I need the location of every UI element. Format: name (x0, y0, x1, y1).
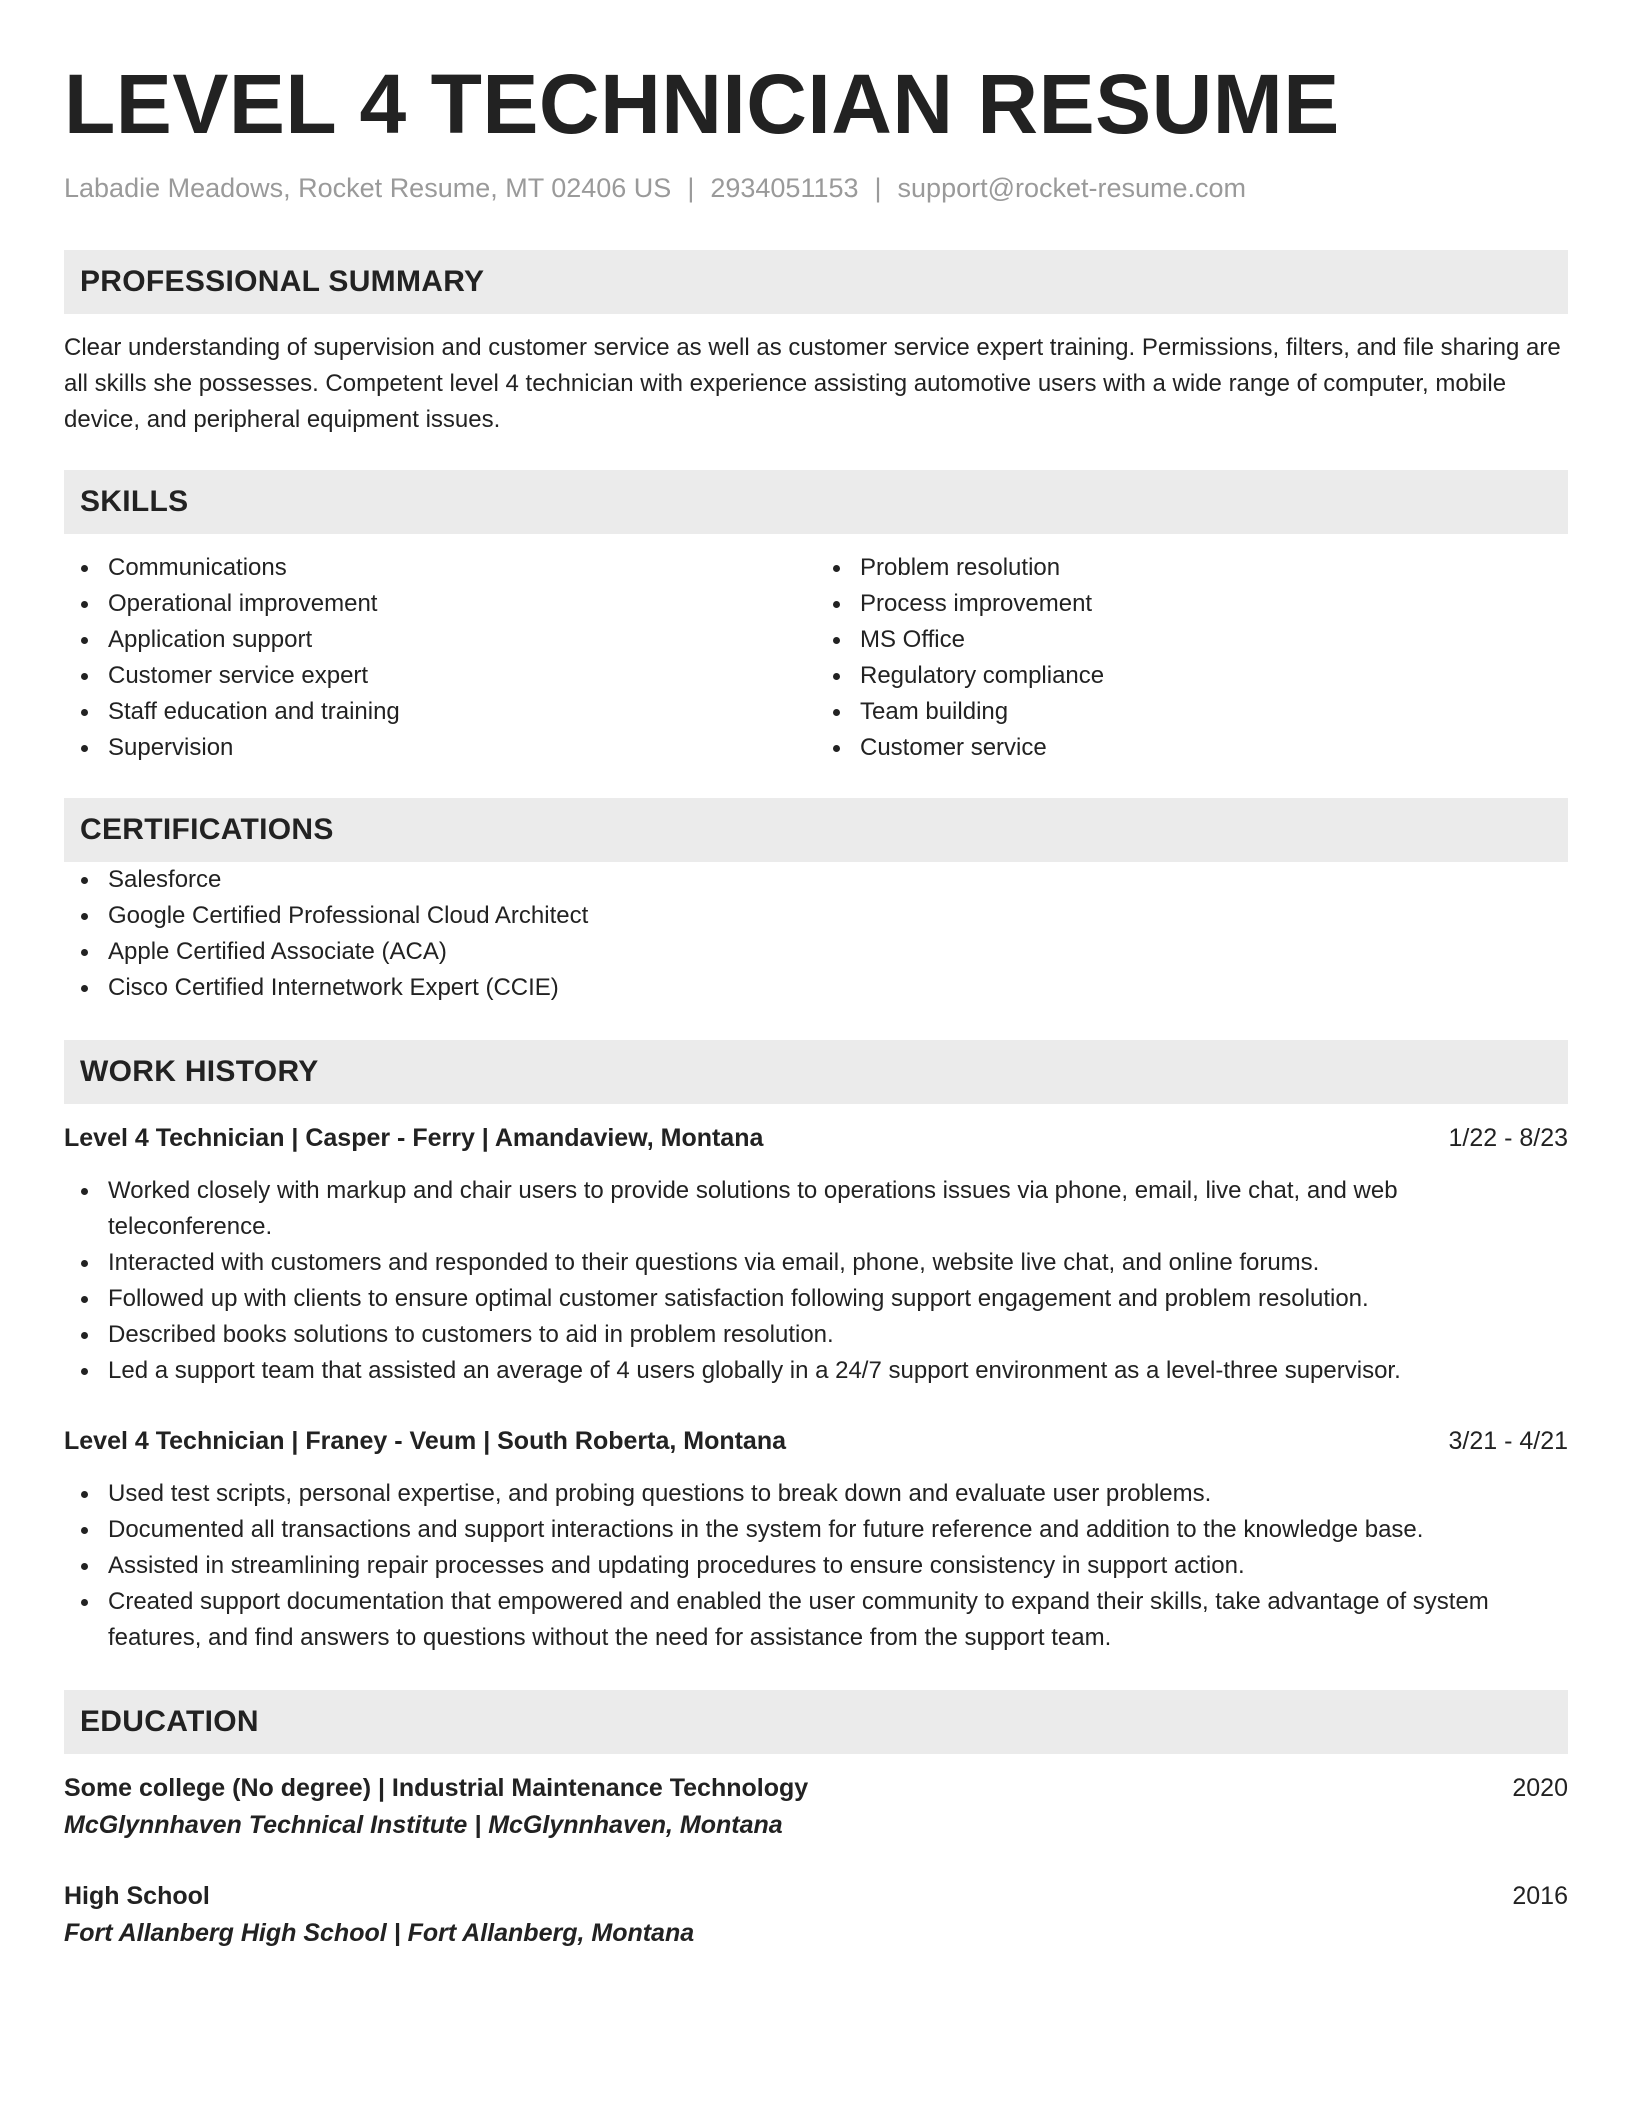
summary-section (64, 250, 1568, 438)
skill-item: Customer service expert (64, 658, 816, 694)
job-bullet: Documented all transactions and support interactions in the system for future reference and addition to the knowledge base. (64, 1512, 1568, 1548)
job-title: Level 4 Technician | Casper - Ferry | Amandaview, Montana (64, 1124, 764, 1152)
certifications-section (64, 798, 1568, 1006)
resume-title: LEVEL 4 TECHNICIAN RESUME (64, 57, 1340, 151)
certification-item: Cisco Certified Internetwork Expert (CCIE) (64, 970, 1568, 1006)
education-entry (64, 1878, 1568, 1952)
section-heading-education: EDUCATION (64, 1690, 1568, 1754)
education-school: McGlynnhaven Technical Institute | McGlynnhaven, Montana (64, 1811, 783, 1839)
certification-item: Salesforce (64, 862, 1568, 898)
skill-item: Regulatory compliance (816, 658, 1568, 694)
skills-section (64, 470, 1568, 766)
job-header (64, 1120, 1568, 1156)
job-bullet: Followed up with clients to ensure optimal customer satisfaction following support engagement and problem resolution. (64, 1281, 1568, 1317)
skill-item: Staff education and training (64, 694, 816, 730)
job-bullet: Described books solutions to customers to aid in problem resolution. (64, 1317, 1568, 1353)
education-year: 2016 (1512, 1882, 1568, 1910)
job-bullet: Interacted with customers and responded to their questions via email, phone, website live chat, and online forums. (64, 1245, 1568, 1281)
certification-item: Apple Certified Associate (ACA) (64, 934, 1568, 970)
job-dates: 3/21 - 4/21 (1448, 1427, 1568, 1455)
contact-email: support@rocket-resume.com (897, 173, 1247, 203)
job-bullets (64, 1476, 1568, 1656)
skill-item: Application support (64, 622, 816, 658)
job-entry (64, 1120, 1568, 1389)
job-bullets (64, 1173, 1568, 1389)
job-title: Level 4 Technician | Franey - Veum | South Roberta, Montana (64, 1427, 787, 1455)
skill-item: Supervision (64, 730, 816, 766)
section-heading-summary: PROFESSIONAL SUMMARY (64, 250, 1568, 314)
skills-grid (64, 550, 1568, 766)
skill-item: Team building (816, 694, 1568, 730)
job-header (64, 1423, 1568, 1459)
job-bullet: Worked closely with markup and chair users to provide solutions to operations issues via phone, email, live chat, and web teleconference. (64, 1173, 1568, 1245)
skill-item: Operational improvement (64, 586, 816, 622)
skill-item: Customer service (816, 730, 1568, 766)
contact-address: Labadie Meadows, Rocket Resume, MT 02406 US (64, 173, 672, 203)
education-year: 2020 (1512, 1774, 1568, 1802)
skills-list-right (816, 550, 1568, 766)
summary-text: Clear understanding of supervision and customer service as well as customer service expert training. Permissions, filters, and file sharing are all skills she possesses. Competent level 4 technician with experience assisting automotive users with a wide range of computer, mobile device, and peripheral equipment issues. (64, 334, 1561, 433)
job-entry (64, 1423, 1568, 1656)
education-degree: Some college (No degree) | Industrial Maintenance Technology (64, 1774, 809, 1802)
skill-item: Process improvement (816, 586, 1568, 622)
skill-item: Communications (64, 550, 816, 586)
education-header (64, 1770, 1568, 1806)
education-degree: High School (64, 1882, 210, 1910)
education-section (64, 1690, 1568, 1952)
section-heading-work-history: WORK HISTORY (64, 1040, 1568, 1104)
education-entry (64, 1770, 1568, 1844)
certification-item: Google Certified Professional Cloud Architect (64, 898, 1568, 934)
certifications-list (64, 862, 1568, 1006)
skills-list-left (64, 550, 816, 766)
contact-line (64, 170, 1568, 206)
skill-item: Problem resolution (816, 550, 1568, 586)
contact-separator: | (687, 173, 695, 203)
job-bullet: Assisted in streamlining repair processes and updating procedures to ensure consistency in support action. (64, 1548, 1568, 1584)
skill-item: MS Office (816, 622, 1568, 658)
job-bullet: Led a support team that assisted an average of 4 users globally in a 24/7 support environment as a level-three supervisor. (64, 1353, 1568, 1389)
education-header (64, 1878, 1568, 1914)
section-heading-certifications: CERTIFICATIONS (64, 798, 1568, 862)
education-school: Fort Allanberg High School | Fort Allanberg, Montana (64, 1919, 695, 1947)
job-bullet: Created support documentation that empowered and enabled the user community to expand their skills, take advantage of system features, and find answers to questions without the need for assistance from the support team. (64, 1584, 1568, 1656)
section-heading-skills: SKILLS (64, 470, 1568, 534)
contact-separator: | (874, 173, 882, 203)
job-dates: 1/22 - 8/23 (1448, 1124, 1568, 1152)
work-history-section (64, 1040, 1568, 1656)
contact-phone: 2934051153 (710, 173, 859, 203)
job-bullet: Used test scripts, personal expertise, and probing questions to break down and evaluate user problems. (64, 1476, 1568, 1512)
